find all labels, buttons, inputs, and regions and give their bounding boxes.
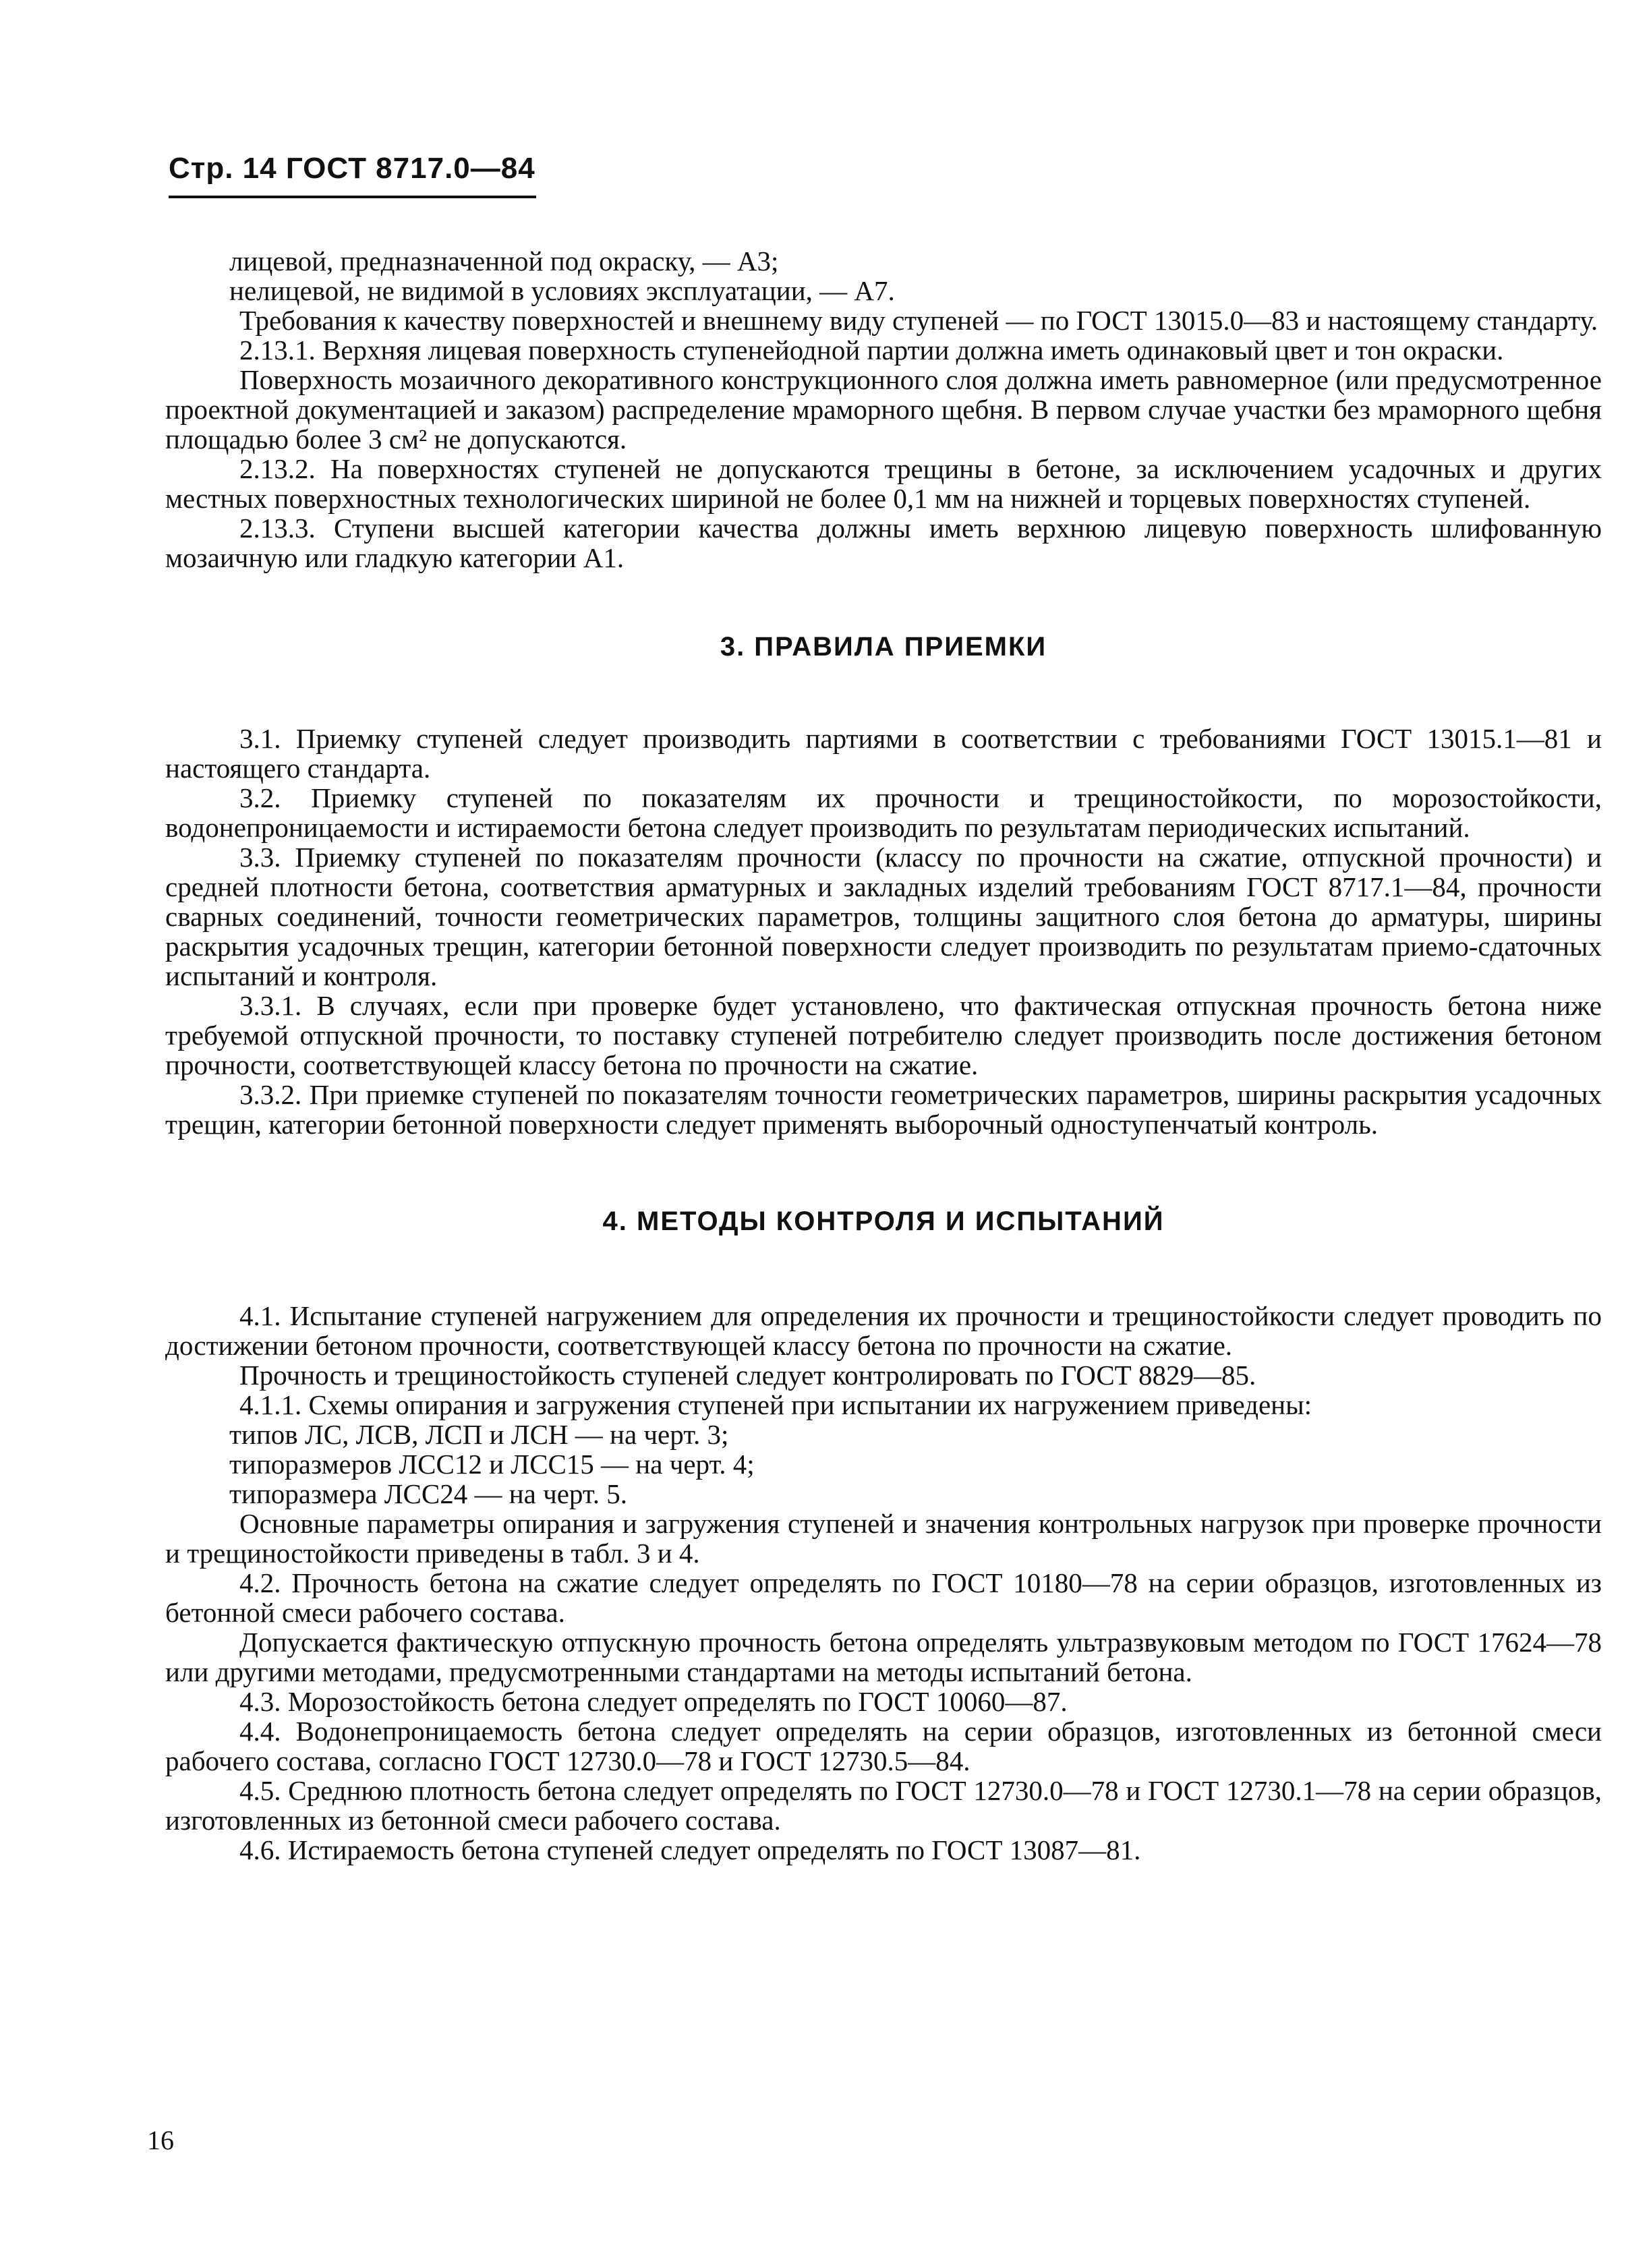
paragraph: типоразмера ЛСС24 — на черт. 5. [229, 1478, 627, 1509]
section-heading-acceptance-rules: 3. ПРАВИЛА ПРИЕМКИ [720, 632, 1047, 662]
paragraph: 4.6. Истираемость бетона ступеней следует определять по ГОСТ 13087—81. [239, 1834, 1141, 1865]
paragraph: нелицевой, не видимой в условиях эксплуатации, — А7. [229, 275, 895, 306]
paragraph: 3.3.1. В случаях, если при проверке будет установлено, что фактическая отпускная прочность бетона ниже требуемой отпускной прочности, то поставку ступеней потребителю следует производить после достижения бетоном прочности, соответствующей классу бетона по прочности на сжатие. [165, 990, 1602, 1080]
paragraph: 4.1.1. Схемы опирания и загружения ступеней при испытании их нагружением приведены: [239, 1389, 1312, 1420]
paragraph: Основные параметры опирания и загружения ступеней и значения контрольных нагрузок при проверке прочности и трещиностойкости приведены в табл. 3 и 4. [165, 1508, 1602, 1569]
paragraph: 2.13.3. Ступени высшей категории качества должны иметь верхнюю лицевую поверхность шлифованную мозаичную или гладкую категории А1. [165, 513, 1602, 573]
section-heading-test-methods: 4. МЕТОДЫ КОНТРОЛЯ И ИСПЫТАНИЙ [602, 1206, 1165, 1236]
paragraph: Требования к качеству поверхностей и внешнему виду ступеней — по ГОСТ 13015.0—83 и настоящему стандарту. [239, 305, 1598, 336]
document-body [165, 246, 1602, 1865]
page-header: Стр. 14 ГОСТ 8717.0—84 [169, 152, 535, 185]
paragraph: типоразмеров ЛСС12 и ЛСС15 — на черт. 4; [229, 1449, 755, 1480]
paragraph: 4.5. Среднюю плотность бетона следует определять по ГОСТ 12730.0—78 и ГОСТ 12730.1—78 на серии образцов, изготовленных из бетонной смеси рабочего состава. [165, 1775, 1602, 1836]
paragraph: 4.2. Прочность бетона на сжатие следует определять по ГОСТ 10180—78 на серии образцов, изготовленных из бетонной смеси рабочего состава. [165, 1567, 1602, 1628]
paragraph: 2.13.2. На поверхностях ступеней не допускаются трещины в бетоне, за исключением усадочных и других местных поверхностных технологических шириной не более 0,1 мм на нижней и торцевых поверхностях ступеней. [165, 453, 1602, 514]
paragraph: 3.1. Приемку ступеней следует производить партиями в соответствии с требованиями ГОСТ 13015.1—81 и настоящего стандарта. [165, 723, 1602, 784]
paragraph: типов ЛС, ЛСВ, ЛСП и ЛСН — на черт. 3; [229, 1419, 729, 1450]
paragraph: 4.1. Испытание ступеней нагружением для определения их прочности и трещиностойкости следует проводить по достижении бетоном прочности, соответствующей классу бетона по прочности на сжатие. [165, 1300, 1602, 1361]
header-underline [169, 196, 536, 198]
page-number: 16 [147, 2125, 174, 2155]
paragraph: 3.3.2. При приемке ступеней по показателям точности геометрических параметров, ширины раскрытия усадочных трещин, категории бетонной поверхности следует применять выборочный одноступенчатый контроль. [165, 1079, 1602, 1140]
paragraph: Допускается фактическую отпускную прочность бетона определять ультразвуковым методом по ГОСТ 17624—78 или другими методами, предусмотренными стандартами на методы испытаний бетона. [165, 1627, 1602, 1687]
paragraph: 2.13.1. Верхняя лицевая поверхность ступенейодной партии должна иметь одинаковый цвет и тон окраски. [239, 335, 1504, 366]
paragraph: 3.2. Приемку ступеней по показателям их прочности и трещиностойкости, по морозостойкости, водонепроницаемости и истираемости бетона следует производить по результатам периодических испытаний. [165, 782, 1602, 843]
paragraph: Прочность и трещиностойкость ступеней следует контролировать по ГОСТ 8829—85. [239, 1360, 1256, 1391]
paragraph: Поверхность мозаичного декоративного конструкционного слоя должна иметь равномерное (или предусмотренное проектной документацией и заказом) распределение мраморного щебня. В первом случае участки без мраморного щебня площадью более 3 см² не допускаются. [165, 364, 1602, 455]
paragraph: лицевой, предназначенной под окраску, — А3; [229, 245, 779, 277]
paragraph: 4.4. Водонепроницаемость бетона следует определять на серии образцов, изготовленных из бетонной смеси рабочего состава, согласно ГОСТ 12730.0—78 и ГОСТ 12730.5—84. [165, 1716, 1602, 1776]
paragraph: 3.3. Приемку ступеней по показателям прочности (классу по прочности на сжатие, отпускной прочности) и средней плотности бетона, соответствия арматурных и закладных изделий требованиям ГОСТ 8717.1—84, прочности сварных соединений, точности геометрических параметров, толщины защитного слоя бетона до арматуры, ширины раскрытия усадочных трещин, категории бетонной поверхности следует производить по результатам приемо-сдаточных испытаний и контроля. [165, 842, 1602, 991]
paragraph: 4.3. Морозостойкость бетона следует определять по ГОСТ 10060—87. [239, 1686, 1068, 1717]
